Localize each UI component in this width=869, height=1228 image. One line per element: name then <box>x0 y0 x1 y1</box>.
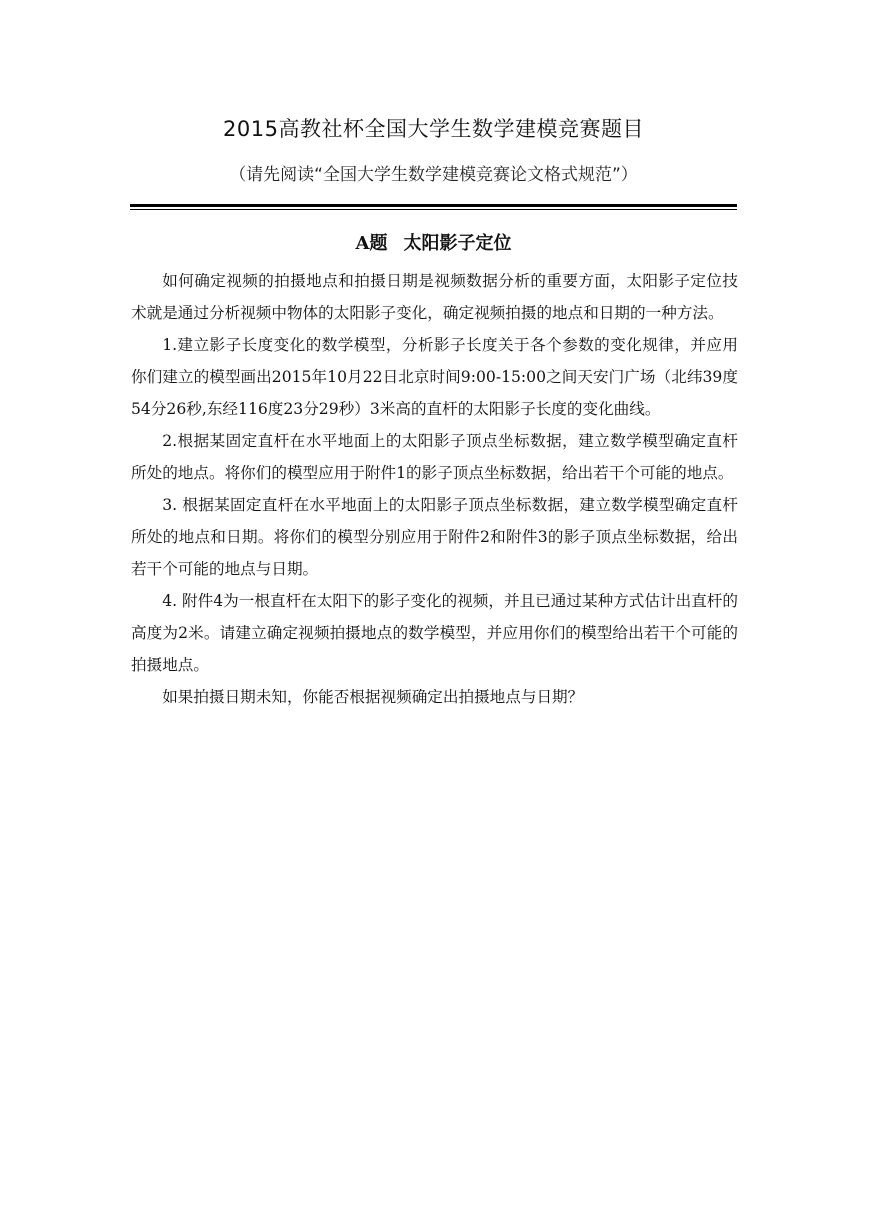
problem-heading <box>130 229 737 255</box>
paragraph-task-4: 4. 附件4为一根直杆在太阳下的影子变化的视频，并且已通过某种方式估计出直杆的高度为2米。请建立确定视频拍摄地点的数学模型，并应用你们的模型给出若干个可能的拍摄地点。 <box>131 592 738 674</box>
problem-body <box>131 265 738 713</box>
problem-name: 太阳影子定位 <box>403 233 512 254</box>
document-title: 2015高教社杯全国大学生数学建模竞赛题目 <box>223 117 644 141</box>
paragraph-task-1: 1.建立影子长度变化的数学模型，分析影子长度关于各个参数的变化规律，并应用你们建立的模型画出2015年10月22日北京时间9:00-15:00之间天安门广场（北纬39度54分26秒,东经116度23分29秒）3米高的直杆的太阳影子长度的变化曲线。 <box>131 336 738 418</box>
paragraph-intro: 如何确定视频的拍摄地点和拍摄日期是视频数据分析的重要方面，太阳影子定位技术就是通过分析视频中物体的太阳影子变化，确定视频拍摄的地点和日期的一种方法。 <box>131 272 738 322</box>
divider-thin <box>130 209 737 210</box>
paragraph-closing-question: 如果拍摄日期未知，你能否根据视频确定出拍摄地点与日期？ <box>162 688 584 706</box>
document-subtitle: （请先阅读“全国大学生数学建模竞赛论文格式规范”） <box>229 165 638 185</box>
divider-thick <box>130 204 737 207</box>
problem-label: A题 <box>355 233 388 254</box>
paragraph-task-2: 2.根据某固定直杆在水平地面上的太阳影子顶点坐标数据，建立数学模型确定直杆所处的地点。将你们的模型应用于附件1的影子顶点坐标数据，给出若干个可能的地点。 <box>131 432 738 482</box>
paragraph-task-3: 3. 根据某固定直杆在水平地面上的太阳影子顶点坐标数据，建立数学模型确定直杆所处的地点和日期。将你们的模型分别应用于附件2和附件3的影子顶点坐标数据，给出若干个可能的地点与日期。 <box>131 496 738 578</box>
